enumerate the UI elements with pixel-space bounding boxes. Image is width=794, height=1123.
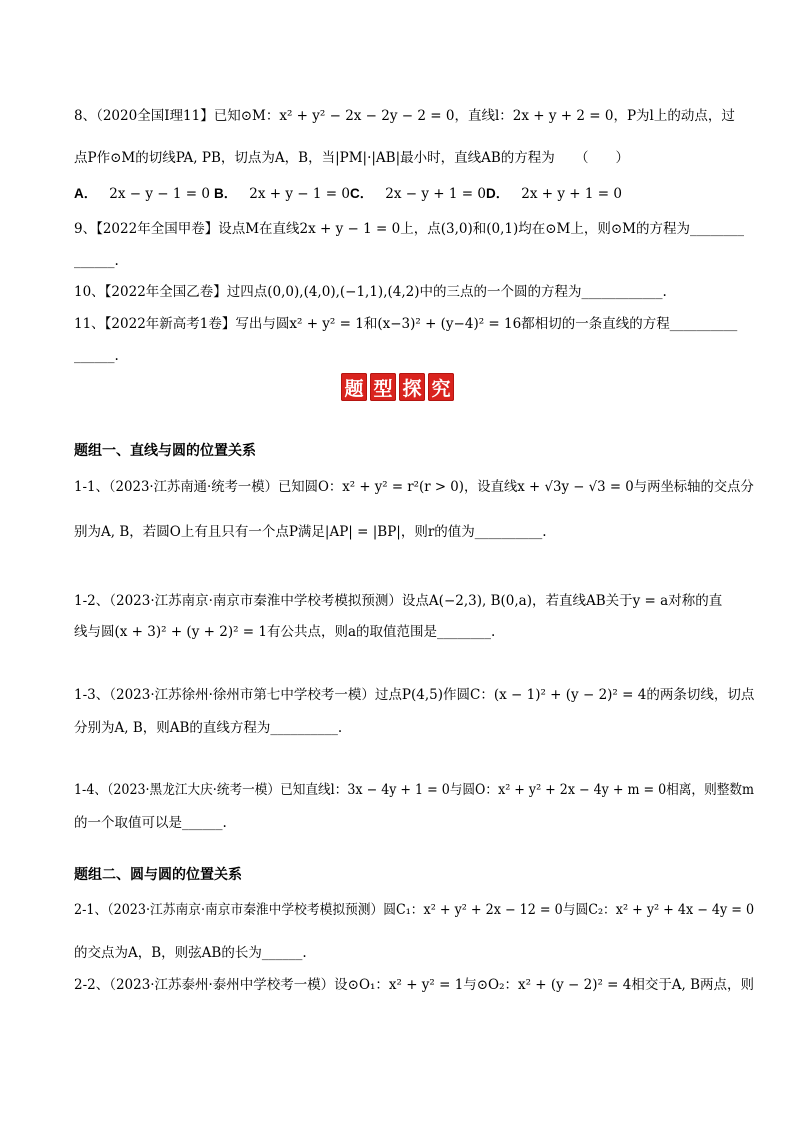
problem-2-1-line2: 的交点为A，B，则弦AB的长为______. — [74, 945, 307, 961]
option-label: B． — [214, 186, 238, 201]
banner-char: 究 — [428, 373, 454, 401]
problem-1-4-line1: 1-4、（2023·黑龙江大庆·统考一模）已知直线l：3x − 4y + 1 = 0与圆O：x² + y² + 2x − 4y + m = 0相离，则整数m — [74, 782, 755, 798]
q8-option-a — [74, 184, 210, 204]
problem-1-1-line2: 别为A, B，若圆O上有且只有一个点P满足|AP| = |BP|，则r的值为__________. — [74, 524, 547, 540]
option-label: A． — [74, 186, 98, 201]
banner-char: 题 — [341, 373, 367, 401]
q11-line2: ______. — [74, 348, 119, 364]
option-label: C． — [350, 186, 374, 201]
option-text: 2x + y − 1 = 0 — [249, 186, 350, 202]
problem-1-1-line1: 1-1、（2023·江苏南通·统考一模）已知圆O：x² + y² = r²(r > 0)，设直线x + √3y − √3 = 0与两坐标轴的交点分 — [74, 479, 754, 495]
q8-option-d — [486, 184, 622, 204]
q10: 10、【2022年全国乙卷】过四点(0,0),(4,0),(−1,1),(4,2)中的三点的一个圆的方程为____________. — [74, 284, 667, 300]
problem-1-4-line2: 的一个取值可以是______. — [74, 815, 227, 831]
group2-title: 题组二、圆与圆的位置关系 — [74, 866, 242, 882]
option-text: 2x − y + 1 = 0 — [385, 186, 486, 202]
banner-char: 型 — [370, 373, 396, 401]
q8-option-b — [214, 184, 350, 204]
option-label: D． — [486, 186, 510, 201]
problem-1-3-line2: 分别为A, B，则AB的直线方程为__________. — [74, 720, 343, 736]
banner-char: 探 — [399, 373, 425, 401]
problem-1-3-line1: 1-3、（2023·江苏徐州·徐州市第七中学校考一模）过点P(4,5)作圆C：(x − 1)² + (y − 2)² = 4的两条切线，切点 — [74, 687, 755, 703]
problem-2-1-line1: 2-1、（2023·江苏南京·南京市秦淮中学校考模拟预测）圆C₁：x² + y² + 2x − 12 = 0与圆C₂：x² + y² + 4x − 4y = 0 — [74, 902, 755, 918]
q8-option-c — [350, 184, 486, 204]
q8-line1: 8、（2020全国Ⅰ理11】已知⊙M：x² + y² − 2x − 2y − 2 = 0，直线l：2x + y + 2 = 0，P为l上的动点，过 — [74, 108, 735, 124]
q9-line1: 9、【2022年全国甲卷】设点M在直线2x + y − 1 = 0上，点(3,0)和(0,1)均在⊙M上，则⊙M的方程为________ — [74, 221, 744, 237]
group1-title: 题组一、直线与圆的位置关系 — [74, 442, 256, 458]
section-banner — [341, 373, 454, 401]
q11-line1: 11、【2022年新高考1卷】写出与圆x² + y² = 1和(x−3)² + (y−4)² = 16都相切的一条直线的方程__________ — [74, 316, 738, 332]
problem-1-2-line2: 线与圆(x + 3)² + (y + 2)² = 1有公共点，则a的取值范围是________. — [74, 624, 496, 640]
q9-line2: ______. — [74, 253, 119, 269]
option-text: 2x − y − 1 = 0 — [109, 186, 210, 202]
problem-2-2-line1: 2-2、（2023·江苏泰州·泰州中学校考一模）设⊙O₁：x² + y² = 1与⊙O₂：x² + (y − 2)² = 4相交于A, B两点，则 — [74, 977, 754, 993]
q8-line2: 点P作⊙M的切线PA, PB，切点为A，B，当|PM|·|AB|最小时，直线AB的方程为 （ ） — [74, 150, 630, 166]
problem-1-2-line1: 1-2、（2023·江苏南京·南京市秦淮中学校考模拟预测）设点A(−2,3), B(0,a)，若直线AB关于y = a对称的直 — [74, 593, 723, 609]
option-text: 2x + y + 1 = 0 — [521, 186, 622, 202]
